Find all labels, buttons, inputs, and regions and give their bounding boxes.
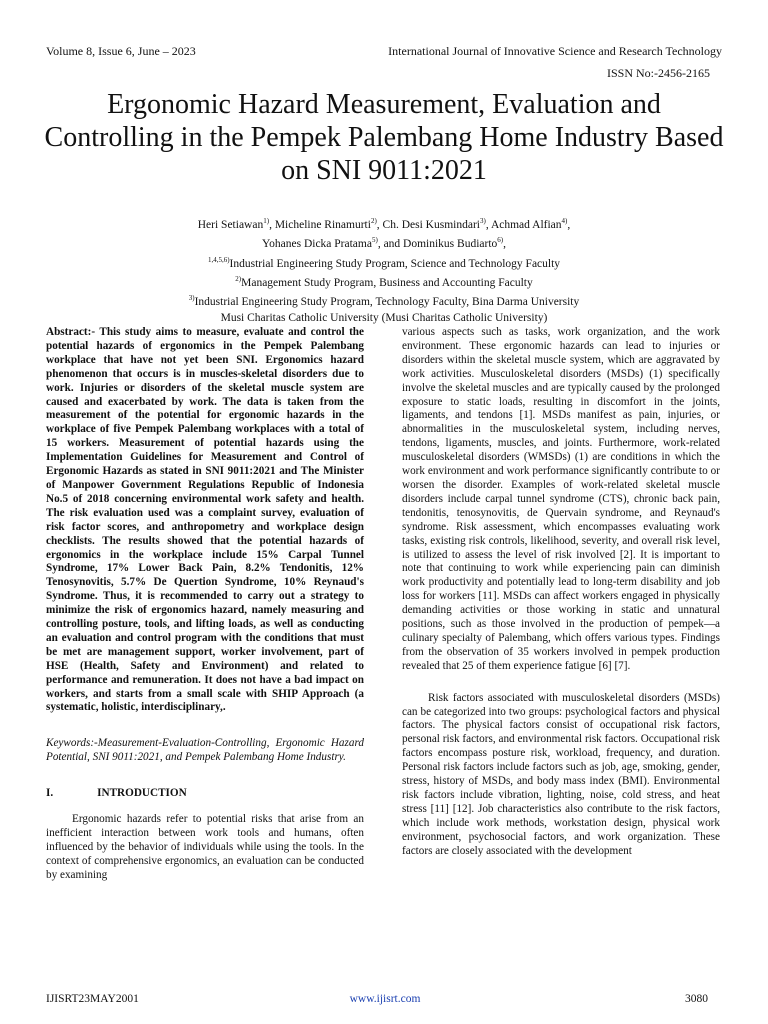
header-journal: International Journal of Innovative Science and Research Technology [388,44,722,58]
paper-title: Ergonomic Hazard Measurement, Evaluation and Controlling in the Pempek Palembang Home Industry Based on SNI 9011:2021 [44,89,724,186]
affiliation-3 [70,291,698,310]
author-name: , Ch. Desi Kusmindari [376,218,480,231]
author-name: , Achmad Alfian [485,218,562,231]
section-number: I. [46,787,54,800]
intro-paragraph: Ergonomic hazards refer to potential risks that arise from an inefficient interaction between work tools and humans, often influenced by the behavior of individuals while using the tools. In the context of comprehensive ergonomics, an evaluation can be conducted by examining [46,813,364,881]
author-name: Yohanes Dicka Pratama [261,238,372,251]
affiliation-text: Management Study Program, Business and Accounting Faculty [241,276,533,289]
author-sup: 5) [371,236,378,245]
body-paragraph-2: Risk factors associated with musculoskeletal disorders (MSDs) can be categorized into two groups: psychological factors and physical factors. The physical factors consist of occupational risk factors, personal risk factors, and environmental risk factors. Occupational risk factors encompass posture risk, workload, frequency, and duration. Personal risk factors include factors such as job, age, smoking, gender, stress, history of MSDs, and body mass index (BMI). Environmental risk factors include vibration, lighting, noise, cold stress, and heat stress [11] [12]. Job characteristics also contribute to the risk factors, which include work methods, workstation design, physical work environment, psychosocial factors, and work organization. These factors are closely associated with the development [402,691,720,857]
right-column [402,326,720,859]
footer-code: IJISRT23MAY2001 [46,993,139,1005]
affiliation-1 [70,253,698,272]
body-paragraph-1: various aspects such as tasks, work organization, and the work environment. These ergonomic hazards can lead to injuries or disorders within the skeletal muscle system, which are aggravated by work activities. Musculoskeletal disorders (MSDs) (1) specifically involve the skeletal muscles and are typically caused by the prolonged exposure to static loads, resulting in discomfort in the joints, ligaments, and tendons [1]. MSDs manifest as pain, injuries, or abnormalities in the musculoskeletal system, including nerves, tendons, ligaments, muscles, and joints. Furthermore, work-related musculoskeletal disorders (WMSDs) (1) are conditions in which the work environment and work performance significantly contribute to or worsen the disorder. Examples of work-related skeletal muscle disorders include carpal tunnel syndrome (CTS), chronic back pain, tendonitis, tenosynovitis, de Quervain syndrome, and Reynaud's syndrome. Risk assessment, which encompasses evaluating work tasks, existing risk controls, likelihood, severity, and overall risk level, is utilized to assess the level of risk involved [2]. It is important to note that continuing to work while experiencing pain can diminish work productivity and potentially lead to long-term disability and job loss for workers [11]. MSDs can affect workers engaged in physically demanding activities or those working in static and unnatural positions, such as those involved in the production of pempek—a culinary specialty of Palembang, which offers various types. Findings from the observation of 35 workers involved in pempek production revealed that 25 of them experience fatigue [6] [7]. [402,326,720,672]
author-sup: 1) [263,217,270,225]
abstract: Abstract:- This study aims to measure, evaluate and control the potential hazards of ergonomics in the Pempek Palembang workplace that have not yet been SNI. Ergonomics hazard phenomenon that occurs is in muscles-skeletal disorders due to work. Injuries or disorders of the skeletal muscle system are caused and exacerbated by work. The data is taken from the measurement of the potential for ergonomic hazards in the workplace of five Pempek Palembang workplaces with a total of 15 workers. Measurement of potential hazards using the Implementation Guidelines for Measurement and Control of Ergonomic Hazards as stated in SNI 9011:2021 and The Minister of Manpower Government Regulations Republic of Indonesia No.5 of 2018 concerning environmental work safety and health. The risk evaluation used was a complaint survey, evaluation of risk factor scores, and anthropometry and workplace design checklists. The results showed that the potential hazards of ergonomics in the workplace include 15% Carpal Tunnel Syndrome, 17% Lower Back Pain, 8.2% Tendonitis, 12% Tenosynovitis, 5.7% De Quertion Syndrome, 10% Reynaud's Syndrome. Thus, it is recommended to carry out a strategy to minimize the risk of ergonomics hazard, namely measuring and controlling posture, tools, and lifting loads, as well as conducting an evaluation and control program with the conditions that must be met are management support, worker involvement, part of HSE (Health, Safety and Environment) and related to performance and remuneration. It does not have a bad impact on workers, and starts from a small scale with SHIP Approach (a systematic, holistic, interdisciplinary,. [46,326,364,714]
left-column [46,326,364,883]
author-sup: 3) [479,217,486,225]
section-title: INTRODUCTION [97,787,187,800]
footer-url[interactable]: www.ijisrt.com [349,993,421,1005]
header-volume: Volume 8, Issue 6, June – 2023 [46,44,196,58]
affiliation-sup: 3) [188,294,195,303]
affiliation-4: Musi Charitas Catholic University (Musi Charitas Catholic University) [220,311,548,324]
author-line-2 [70,233,698,252]
author-name: Heri Setiawan [197,218,264,231]
affiliation-text: Industrial Engineering Study Program, Science and Technology Faculty [229,257,561,270]
author-sup: 4) [561,217,568,225]
page-number: 3080 [685,993,708,1005]
author-sup: 6) [497,236,504,245]
author-sup: 2) [370,217,377,225]
author-name: , Micheline Rinamurti [269,218,371,231]
section-heading [46,787,364,801]
affiliation-sup: 2) [235,274,242,283]
author-line-1 [70,214,698,233]
affiliation-sup: 1,4,5,6) [207,255,230,264]
author-block [70,214,698,326]
author-sep: , [567,218,571,231]
author-name: , and Dominikus Budiarto [377,238,498,251]
affiliation-2 [70,272,698,291]
author-sep: , [503,238,506,251]
header-issn: ISSN No:-2456-2165 [606,66,710,80]
affiliation-text: Industrial Engineering Study Program, Technology Faculty, Bina Darma University [194,296,580,309]
keywords: Keywords:-Measurement-Evaluation-Controlling, Ergonomic Hazard Potential, SNI 9011:2021, and Pempek Palembang Home Industry. [46,737,364,764]
